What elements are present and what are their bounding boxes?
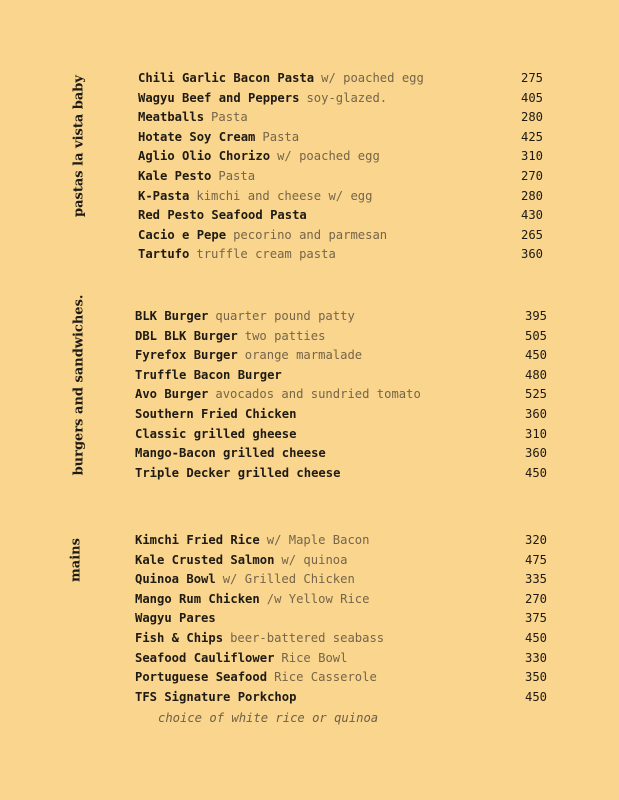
menu-item — [138, 108, 543, 128]
menu-item — [138, 226, 543, 246]
menu-item — [135, 609, 547, 629]
item-name: BLK Burger — [135, 309, 209, 323]
item-name: Seafood Cauliflower — [135, 650, 275, 665]
item-name: Mango-Bacon grilled cheese — [135, 446, 326, 461]
menu-item — [135, 327, 547, 347]
item-name: Kale Crusted Salmon — [135, 552, 275, 567]
item-name: Wagyu Beef and Peppers — [138, 90, 300, 105]
item-price: 270 — [520, 168, 543, 183]
item-price: 310 — [524, 426, 547, 441]
section-title-mains: mains — [68, 538, 84, 582]
item-price: 450 — [524, 348, 547, 363]
item-price: 430 — [520, 208, 543, 223]
item-name: Portuguese Seafood — [135, 670, 268, 685]
item-price: 375 — [524, 611, 547, 626]
item-price: 280 — [520, 110, 543, 125]
item-name: Aglio Olio Chorizo — [138, 149, 271, 164]
item-name: Kimchi Fried Rice — [135, 533, 260, 547]
burgers-list — [135, 307, 547, 483]
item-price: 310 — [520, 149, 543, 164]
menu-item — [135, 307, 547, 327]
section-title-pastas: pastas la vista baby — [71, 75, 87, 217]
item-price: 475 — [524, 552, 547, 567]
item-price: 275 — [520, 71, 543, 85]
item-description: w/ Maple Bacon — [266, 533, 370, 547]
menu-item — [135, 444, 547, 464]
item-description: Pasta — [262, 129, 300, 144]
item-name: Truffle Bacon Burger — [135, 367, 282, 382]
item-name: Tartufo — [138, 247, 190, 262]
item-description: orange marmalade — [244, 348, 363, 363]
item-description: Rice Bowl — [281, 650, 348, 665]
item-description: pecorino and parmesan — [233, 227, 388, 242]
item-price: 405 — [520, 90, 543, 105]
item-description: soy-glazed. — [306, 90, 388, 105]
item-name: Hotate Soy Cream — [138, 129, 256, 144]
menu-item — [138, 245, 543, 265]
menu-item — [135, 629, 547, 649]
menu-item — [138, 167, 543, 187]
item-price: 350 — [524, 670, 547, 685]
item-description: w/ poached egg — [277, 149, 380, 164]
item-description: kimchi and cheese w/ egg — [196, 188, 373, 203]
item-price: 335 — [524, 572, 547, 587]
item-description: w/ poached egg — [321, 71, 424, 85]
menu-item — [135, 346, 547, 366]
menu-item — [138, 147, 543, 167]
menu-item — [135, 385, 547, 405]
item-name: Red Pesto Seafood Pasta — [138, 208, 307, 223]
item-name: Southern Fried Chicken — [135, 406, 297, 421]
mains-list — [135, 531, 547, 707]
item-price: 270 — [524, 591, 547, 606]
item-name: Chili Garlic Bacon Pasta — [138, 71, 315, 85]
item-name: Fish & Chips — [135, 630, 224, 645]
menu-item — [135, 531, 547, 551]
pastas-list — [138, 69, 543, 265]
menu-item — [138, 206, 543, 226]
item-description: avocados and sundried tomato — [215, 387, 421, 402]
item-name: Triple Decker grilled cheese — [135, 465, 341, 480]
item-name: Avo Burger — [135, 387, 209, 402]
item-name: Kale Pesto — [138, 168, 212, 183]
item-description: quarter pound patty — [215, 309, 355, 323]
menu-item — [135, 688, 547, 708]
item-name: Wagyu Pares — [135, 611, 216, 626]
mains-side-note: choice of white rice or quinoa — [158, 711, 379, 725]
item-price: 450 — [524, 630, 547, 645]
menu-item — [135, 551, 547, 571]
item-price: 330 — [524, 650, 547, 665]
item-description: Pasta — [211, 110, 248, 125]
menu-item — [138, 128, 543, 148]
item-description: w/ Grilled Chicken — [222, 572, 355, 587]
item-price: 505 — [524, 328, 547, 343]
item-price: 265 — [520, 227, 543, 242]
menu-item — [135, 570, 547, 590]
menu-item — [135, 366, 547, 386]
item-name: Cacio e Pepe — [138, 227, 227, 242]
menu-item — [135, 649, 547, 669]
menu-item — [135, 425, 547, 445]
item-description: two patties — [244, 328, 326, 343]
item-name: Meatballs — [138, 110, 205, 125]
menu-item — [138, 89, 543, 109]
item-price: 280 — [520, 188, 543, 203]
item-price: 525 — [524, 387, 547, 402]
item-price: 480 — [524, 367, 547, 382]
menu-item — [135, 668, 547, 688]
item-name: TFS Signature Porkchop — [135, 689, 297, 704]
item-price: 360 — [524, 446, 547, 461]
item-name: Fyrefox Burger — [135, 348, 238, 363]
item-name: Quinoa Bowl — [135, 572, 216, 587]
item-price: 395 — [524, 309, 547, 323]
item-price: 360 — [524, 406, 547, 421]
menu-item — [135, 405, 547, 425]
item-description: beer-battered seabass — [230, 630, 385, 645]
item-price: 425 — [520, 129, 543, 144]
item-price: 450 — [524, 465, 547, 480]
item-description: truffle cream pasta — [196, 247, 336, 262]
menu-item — [138, 69, 543, 89]
menu-item — [135, 590, 547, 610]
item-name: K-Pasta — [138, 188, 190, 203]
item-price: 320 — [524, 533, 547, 547]
item-description: Pasta — [218, 168, 256, 183]
item-description: /w Yellow Rice — [266, 591, 370, 606]
menu-item — [135, 464, 547, 484]
item-name: Mango Rum Chicken — [135, 591, 260, 606]
item-description: w/ quinoa — [281, 552, 348, 567]
section-title-burgers: burgers and sandwiches. — [71, 294, 87, 476]
item-price: 360 — [520, 247, 543, 262]
item-price: 450 — [524, 689, 547, 704]
item-name: DBL BLK Burger — [135, 328, 238, 343]
item-description: Rice Casserole — [274, 670, 377, 685]
item-name: Classic grilled gheese — [135, 426, 297, 441]
menu-item — [138, 187, 543, 207]
